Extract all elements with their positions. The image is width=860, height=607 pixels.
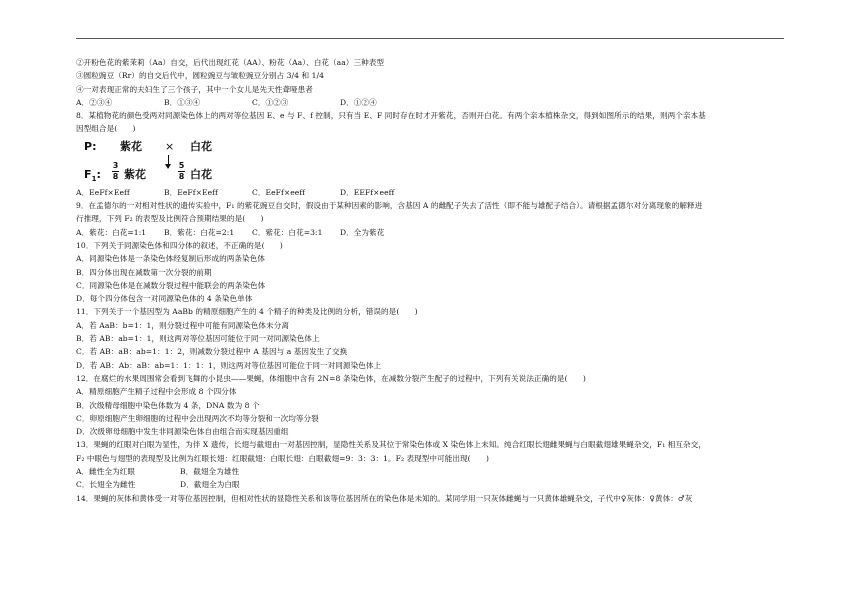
q8-option-d: D．EEFf×eeff [340,187,395,197]
fraction-white: 5 8 [178,160,185,181]
q13-options-row2 [76,478,788,491]
q12-option-d: D．次级卵母细胞中发生非同源染色体自由组合而实现基因重组 [76,427,289,437]
q12-option-a: A．精原细胞产生精子过程中会形成 8 个四分体 [76,387,237,397]
q8-option-a: A．EeFf×Eeff [76,187,130,197]
item-3-text: ③圆粒豌豆（Rr）的自交后代中，圆粒豌豆与皱粒豌豆分别占 3/4 和 1/4 [76,71,324,81]
q13-option-b: B．截翅全为雄性 [180,467,240,477]
q11-stem: 11．下列关于一个基因型为 AaBb 的精原细胞产生的 4 个精子的种类及比例的分析，错误的是( ) [76,307,418,317]
f1-phenotype-white: 白花 [190,167,213,181]
q7-option-d: D．①②④ [340,97,377,107]
q8-stem-line2: 因型组合是( ) [76,124,136,134]
q13-stem-line2: F₂ 中眼色与翅型的表现型及比例为红眼长翅：红眼截翅：白眼长翅：白眼截翅=9：3：3：1。F₂ 表现型中可能出现( ) [76,453,489,463]
q10-option-b: B．四分体出现在减数第一次分裂的前期 [76,267,212,277]
q8-option-b: B．EeFf×Eeff [164,187,218,197]
q7-option-c: C．①②③ [252,97,289,107]
q12-option-b: B．次级精母细胞中染色体数为 4 条，DNA 数为 8 个 [76,400,260,410]
cross-symbol: × [165,139,175,153]
q9-option-a: A．紫花：白花=1:1 [76,227,147,237]
q7-option-a: A．②③④ [76,97,113,107]
q9-option-d: D．全为紫花 [340,227,385,237]
question-content [76,56,788,505]
q13-stem-line1: 13．果蝇的红眼对白眼为显性，为伴 X 遗传，长翅与截翅由一对基因控制，显隐性关系及其位于常染色体或 X 染色体上未知。纯合红眼长翅雌果蝇与白眼截翅雄果蝇杂交，F₁ 相互杂交， [76,440,706,450]
q9-option-b: B．紫花：白花=2:1 [164,227,235,237]
q10-stem: 10．下列关于同源染色体和四分体的叙述，不正确的是( ) [76,240,283,250]
item-2-text: ②开粉色花的紫茉莉（Aa）自交，后代出现红花（AA）、粉花（Aa）、白花（aa）三种表型 [76,58,385,67]
item-4-text: ④一对表现正常的夫妇生了三个孩子，其中一个女儿是先天性聋哑患者 [76,84,313,94]
q9-option-c: C．紫花：白花=3:1 [252,227,323,237]
q9-stem-line2: 行推理，下列 F₂ 的表型及比例符合预期结果的是( ) [76,214,264,224]
q9-stem-line1: 9．在孟德尔的一对相对性状的遗传实验中，F₁ 的紫花豌豆自交时，假设由于某种因素的影响，含基因 A 的雌配子失去了活性（即不能与雄配子结合）。请根据孟德尔对分离现象的解释进 [76,201,703,211]
q12-option-c: C．卵原细胞产生卵细胞的过程中会出现两次不均等分裂和一次均等分裂 [76,413,319,423]
f1-phenotype-purple: 紫花 [124,167,147,181]
p-generation-label: P: [84,139,97,153]
q13-option-a: A．雌性全为红眼 [76,467,136,477]
q11-option-a: A．若 AaB：b=1：1，则分裂过程中可能有同源染色体未分离 [76,320,289,330]
f1-generation-label: $F_1$: [84,167,101,183]
q13-options-row1 [76,465,788,478]
q7-option-b: B．①③④ [164,97,201,107]
q13-option-c: C．长翅全为雌性 [76,480,136,490]
q10-option-c: C．同源染色体是在减数分裂过程中能联会的两条染色体 [76,280,266,290]
q8-cross-diagram [82,138,788,184]
header-rule [76,38,784,39]
q8-stem-line1: 8．某植物花的颜色受两对同源染色体上的两对等位基因 E、e 与 F、f 控制，只有当 E、F 同时存在时才开紫花，否则开白花。有两个亲本植株杂交，得到如图所示的结果，则两个亲本基 [76,111,706,121]
q14-stem-line1: 14．果蝇的灰体和黄体受一对等位基因控制，但相对性状的显隐性关系和该等位基因所在的染色体是未知的。某同学用一只灰体雌蝇与一只黄体雄蝇杂交，子代中♀灰体：♀黄体：♂灰 [76,493,693,503]
q12-stem: 12．在腐烂的水果周围常会看到飞舞的小昆虫——果蝇，体细胞中含有 2N=8 条染色体，在减数分裂产生配子的过程中，下列有关说法正确的是( ) [76,373,586,383]
q11-option-c: C．若 AB：aB：ab=1：1：2，则减数分裂过程中 A 基因与 a 基因发生了交换 [76,347,348,357]
parent1-phenotype: 紫花 [120,139,143,153]
q7-options [76,96,788,109]
q11-option-b: B．若 AB：ab=1：1，则这两对等位基因可能位于同一对同源染色体上 [76,334,320,344]
q8-options [76,186,788,199]
q10-option-a: A．同源染色体是一条染色体经复制后形成的两条染色体 [76,254,265,264]
parent2-phenotype: 白花 [190,139,213,153]
fraction-purple: 3 8 [112,160,119,181]
q10-option-d: D．每个四分体包含一对同源染色体的 4 条染色单体 [76,294,253,304]
arrowhead-icon [165,164,171,169]
q13-option-d: D．截翅全为白眼 [180,480,240,490]
q11-option-d: D．若 AB：Ab：aB：ab=1：1：1：1，则这两对等位基因可能位于同一对同源染色体上 [76,360,382,370]
q9-options [76,226,788,239]
q8-option-c: C．EeFf×eeff [252,187,306,197]
